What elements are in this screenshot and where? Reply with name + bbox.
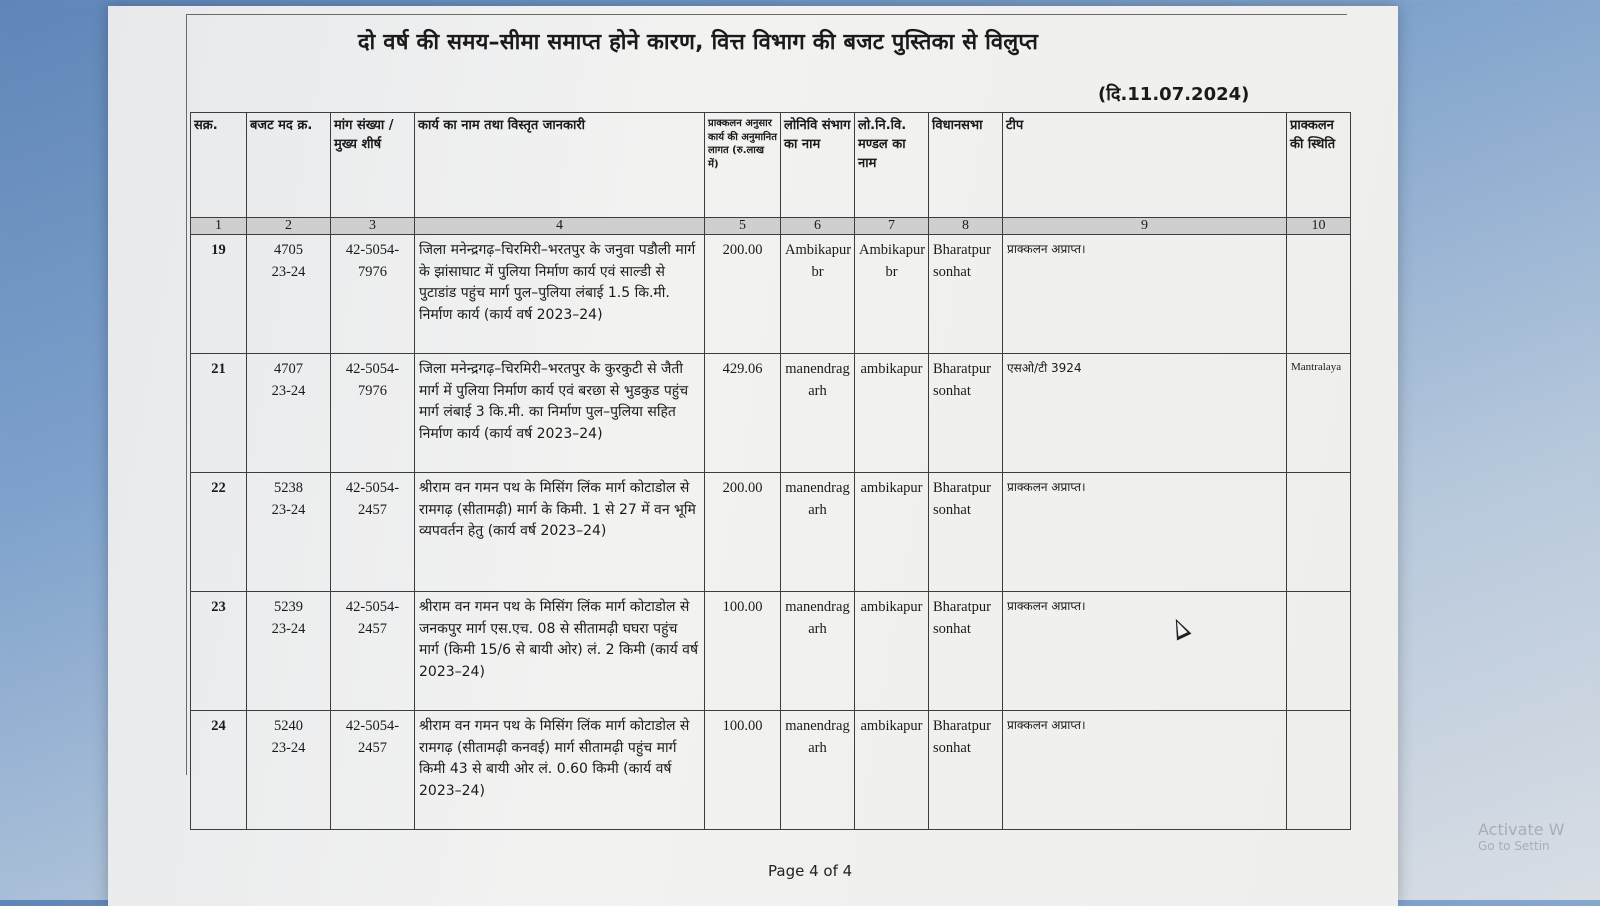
row-assembly: Bharatpur sonhat: [929, 354, 1003, 473]
row-estimated-cost: 100.00: [705, 711, 781, 830]
row-work-description: जिला मनेन्द्रगढ़–चिरमिरी–भरतपुर के जनुवा पडौली मार्ग के झांसाघाट में पुलिया निर्माण कार्य एवं साल्डी से पुटाडांड पहुंच मार्ग पुल–पुलिया लंबाई 1.5 कि.मी. निर्माण कार्य (कार्य वर्ष 2023–24): [415, 235, 705, 354]
row-demand-number: 42-5054- 7976: [331, 235, 415, 354]
document-title: दो वर्ष की समय–सीमा समाप्त होने कारण, वित्त विभाग की बजट पुस्तिका से विलुप्त: [357, 30, 1039, 55]
column-number: 7: [855, 218, 929, 235]
row-circle: ambikapur: [855, 711, 929, 830]
row-estimate-status: Mantralaya: [1287, 354, 1351, 473]
header-estimate-status: प्राक्कलन की स्थिति: [1287, 113, 1351, 218]
table-row: [191, 354, 1351, 473]
row-budget-item: 4707 23-24: [247, 354, 331, 473]
row-estimated-cost: 200.00: [705, 235, 781, 354]
row-assembly: Bharatpur sonhat: [929, 711, 1003, 830]
row-estimated-cost: 100.00: [705, 592, 781, 711]
column-number-row: [191, 218, 1351, 235]
column-number: 3: [331, 218, 415, 235]
row-estimate-status: [1287, 235, 1351, 354]
row-work-description: श्रीराम वन गमन पथ के मिसिंग लिंक मार्ग कोटाडोल से रामगढ़ (सीतामढ़ी) मार्ग के किमी. 1 से 27 में वन भूमि व्यपवर्तन हेतु (कार्य वर्ष 2023–24): [415, 473, 705, 592]
header-demand-number: मांग संख्या / मुख्य शीर्ष: [331, 113, 415, 218]
row-assembly: Bharatpur sonhat: [929, 592, 1003, 711]
row-remark: प्राक्कलन अप्राप्त।: [1003, 711, 1287, 830]
document-date: (दि.11.07.2024): [1098, 84, 1250, 105]
row-work-description: श्रीराम वन गमन पथ के मिसिंग लिंक मार्ग कोटाडोल से जनकपुर मार्ग एस.एच. 08 से सीतामढ़ी घघरा पहुंच मार्ग (किमी 15/6 से बायी ओर) लं. 2 किमी (कार्य वर्ष 2023–24): [415, 592, 705, 711]
row-estimate-status: [1287, 711, 1351, 830]
row-serial-number: 19: [191, 235, 247, 354]
row-estimated-cost: 200.00: [705, 473, 781, 592]
table-row: [191, 711, 1351, 830]
table-row: [191, 473, 1351, 592]
row-budget-item: 5238 23-24: [247, 473, 331, 592]
header-work-description: कार्य का नाम तथा विस्तृत जानकारी: [415, 113, 705, 218]
row-circle: Ambikapur br: [855, 235, 929, 354]
column-number: 2: [247, 218, 331, 235]
column-number: 5: [705, 218, 781, 235]
row-budget-item: 5239 23-24: [247, 592, 331, 711]
row-serial-number: 23: [191, 592, 247, 711]
row-budget-item: 5240 23-24: [247, 711, 331, 830]
row-estimate-status: [1287, 473, 1351, 592]
row-estimate-status: [1287, 592, 1351, 711]
column-number: 6: [781, 218, 855, 235]
row-demand-number: 42-5054- 2457: [331, 473, 415, 592]
row-division: manendrag arh: [781, 354, 855, 473]
row-remark: प्राक्कलन अप्राप्त।: [1003, 473, 1287, 592]
row-circle: ambikapur: [855, 473, 929, 592]
row-serial-number: 21: [191, 354, 247, 473]
column-number: 1: [191, 218, 247, 235]
row-circle: ambikapur: [855, 592, 929, 711]
budget-table: [190, 112, 1351, 830]
table-header-row: [191, 113, 1351, 218]
row-division: manendrag arh: [781, 473, 855, 592]
activation-watermark: [1478, 820, 1564, 854]
row-work-description: जिला मनेन्द्रगढ़–चिरमिरी–भरतपुर के कुरकुटी से जैती मार्ग में पुलिया निर्माण कार्य एवं बरछा से भुडकुड पहुंच मार्ग लंबाई 3 कि.मी. का निर्माण पुल–पुलिया सहित निर्माण कार्य (कार्य वर्ष 2023–24): [415, 354, 705, 473]
row-remark: प्राक्कलन अप्राप्त।: [1003, 235, 1287, 354]
watermark-subline: Go to Settin: [1478, 839, 1550, 854]
column-number: 10: [1287, 218, 1351, 235]
header-estimated-cost: प्राक्कलन अनुसार कार्य की अनुमानित लागत (रु.लाख में): [705, 113, 781, 218]
header-sno: सक्र.: [191, 113, 247, 218]
column-number: 8: [929, 218, 1003, 235]
row-division: manendrag arh: [781, 711, 855, 830]
header-division: लोनिवि संभाग का नाम: [781, 113, 855, 218]
row-division: Ambikapur br: [781, 235, 855, 354]
row-circle: ambikapur: [855, 354, 929, 473]
row-demand-number: 42-5054- 2457: [331, 711, 415, 830]
row-serial-number: 24: [191, 711, 247, 830]
table-row: [191, 235, 1351, 354]
row-demand-number: 42-5054- 7976: [331, 354, 415, 473]
row-assembly: Bharatpur sonhat: [929, 235, 1003, 354]
row-assembly: Bharatpur sonhat: [929, 473, 1003, 592]
header-circle: लो.नि.वि. मण्डल का नाम: [855, 113, 929, 218]
table-row: [191, 592, 1351, 711]
column-number: 9: [1003, 218, 1287, 235]
header-assembly: विधानसभा: [929, 113, 1003, 218]
row-remark: एसओ/टी 3924: [1003, 354, 1287, 473]
row-division: manendrag arh: [781, 592, 855, 711]
row-budget-item: 4705 23-24: [247, 235, 331, 354]
watermark-line: Activate W: [1478, 820, 1565, 839]
row-serial-number: 22: [191, 473, 247, 592]
column-number: 4: [415, 218, 705, 235]
row-estimated-cost: 429.06: [705, 354, 781, 473]
header-budget-item: बजट मद क्र.: [247, 113, 331, 218]
row-demand-number: 42-5054- 2457: [331, 592, 415, 711]
row-work-description: श्रीराम वन गमन पथ के मिसिंग लिंक मार्ग कोटाडोल से रामगढ़ (सीतामढ़ी कनवई) मार्ग सीतामढ़ी पहुंच मार्ग किमी 43 से बायी ओर लं. 0.60 किमी (कार्य वर्ष 2023–24): [415, 711, 705, 830]
row-remark: प्राक्कलन अप्राप्त।: [1003, 592, 1287, 711]
page-number: Page 4 of 4: [768, 862, 853, 880]
header-remark: टीप: [1003, 113, 1287, 218]
document-page: [108, 6, 1398, 906]
